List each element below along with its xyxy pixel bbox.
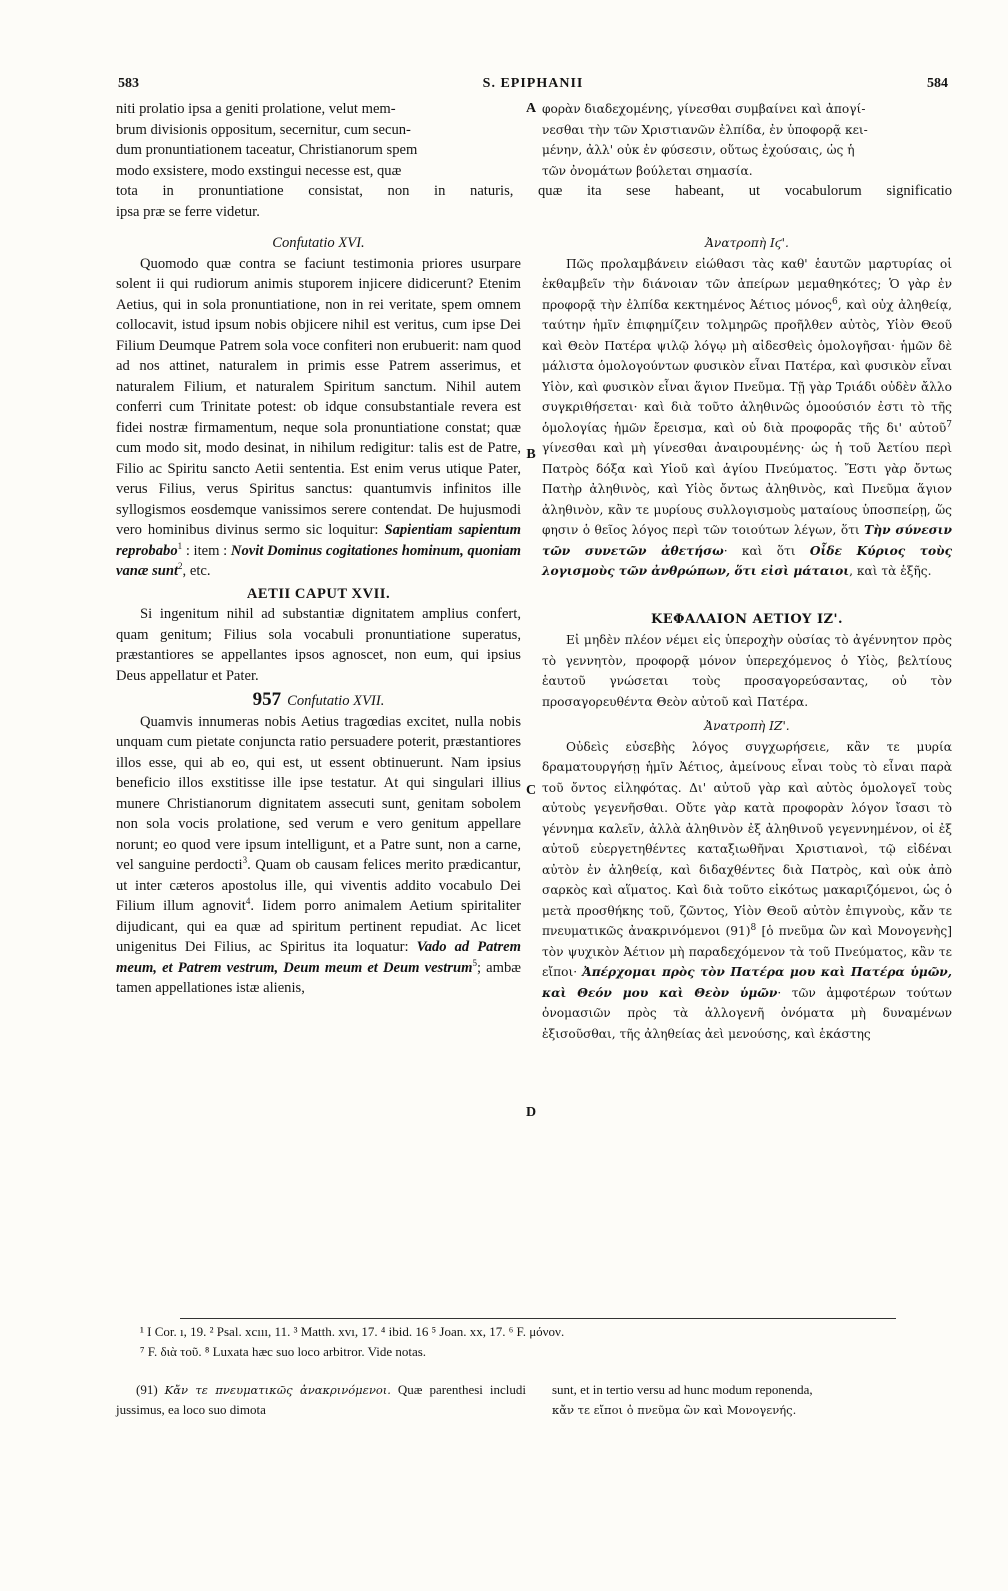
footnote-ref-1: 1 [177, 540, 183, 551]
greek-section-16-text [542, 254, 952, 582]
latin-section-17-text [116, 712, 521, 999]
greek-section-title-16: Ἀνατροπὴ Ιϛ'. [705, 236, 789, 250]
greek-16-text-1: Πῶς προλαμβάνειν εἰώθασι τὰς καθ' ἑαυτῶν μαρτυρίας οἱ ἐκθαμβεῖν τὴν διάνοιαν τῶν ἀπείρων μεμαθηκότες; Ὁ γὰρ ἐν προφορᾷ τὴν ἐλπίδα κεκτημένος Ἀέτιος μόνος [542, 256, 952, 312]
margin-marker-c: C [525, 783, 537, 798]
margin-marker-d: D [525, 1105, 537, 1120]
running-header [118, 76, 948, 98]
footnote-ref-6: 6 [831, 296, 838, 307]
latin-intro-line: brum divisionis oppositum, secernitur, cum secun- [116, 121, 411, 138]
latin-16-text-3: , etc. [182, 563, 211, 579]
latin-chapter-17-text: Si ingenitum nihil ad substantiæ dignitatem amplius confert, quam genitum; Filius sola vocabuli pronuntiatione superatus, præstantiores se appellantes ipsos agnoscet, non eum, qui ipsius Deus appellatur et Pater. [116, 606, 521, 684]
greek-16-text-4: · καὶ ὅτι [723, 543, 796, 558]
greek-16-text-5: , καὶ τὰ ἑξῆς. [849, 564, 932, 578]
footnote-ref-4: 4 [245, 896, 251, 907]
footnotes [140, 1322, 952, 1362]
footnotes-line-1: ¹ I Cor. ı, 19. ² Psal. xcııı, 11. ³ Matth. xvı, 17. ⁴ ibid. 16 ⁵ Joan. xx, 17. ⁶ F. μόνον. [140, 1324, 565, 1339]
footnote-rule [180, 1318, 896, 1319]
latin-17-text-2: . Quam ob causam felices merito prædicantur, ut inter cæteros apostolus ille, qui viventis addito vocabulo Dei Filium illum agnovit [116, 857, 521, 914]
latin-16-text-1: Quomodo quæ contra se faciunt testimonia priores usurpare solent ii qui rudiorum animis stuporem injicere didicerunt? Etenim Aetius, qui in sola pronuntiatione, non in rei veritate, spem omnem collocavit, istud ipsum nobis objicere nihil est veritus, cum ipse Dei Filium Deumque Patrem sola voce confiteri non erubuerit: nam quod ad nos attinet, naturalem in primis esse Patrem asserimus, et naturalem Filium, et naturalem Spiritum sanctum. Nihil autem conferri cum Trinitate potest: ob idque consubstantiale revera est fidei nostræ firmamentum, neque sola pronuntiatione constat; quæ cum modo sit, modo desinat, in nihilum redigitur: talis est de Patre, Filio ac Spiritu sancto Aetii sententia. Est enim verus utique Pater, verus Filius, verus Spiritus sanctus: quantumvis infinitos ille syllogismos eosdemque vanissimos serere contendat. De hujusmodi vero hominibus divinus sermo sic loquitur: [116, 255, 521, 538]
intro-full-line: tota in pronuntiatione consistat, non in naturis, quæ ita sese habeant, ut vocabulorum significatio [116, 183, 952, 199]
greek-intro [542, 99, 952, 181]
greek-intro-line: τῶν ὀνομάτων βούλεται σημασία. [542, 163, 753, 178]
greek-16-quote-1: Τὴν σύνεσιν τῶν συνετῶν ἀθετήσω [542, 523, 952, 558]
latin-17-text-3: . Iidem porro animalem Aetium spiritaliter dijudicant, qui ea quæ ad spiritum pertinent repudiat. Ac licet unigenitus Dei Filius, ac Spiritus ita loquatur: [116, 898, 522, 955]
latin-section-17-title-text: Confutatio XVII. [287, 693, 385, 709]
endnote-left-text [116, 1380, 526, 1420]
footnote-ref-8: 8 [750, 922, 757, 933]
latin-intro [116, 99, 521, 181]
greek-chapter-title-17: ΚΕΦΑΛΑΙΟΝ ΑΕΤΙΟΥ ΙΖ'. [650, 611, 844, 627]
greek-17-quote-1: Ἀπέρχομαι πρὸς τὸν Πατέρα μου καὶ Πατέρα ὑμῶν, καὶ Θεόν μου καὶ Θεὸν ὑμῶν [542, 965, 953, 1000]
running-title: S. EPIPHANII [482, 76, 584, 91]
intro-last-line: ipsa præ se ferre videtur. [116, 203, 260, 220]
margin-marker-a: A [525, 101, 537, 116]
latin-17-text-4: ; ambæ tamen appellationes istæ alienis, [116, 959, 521, 996]
endnote-latin-text: Quæ parenthesi includi jussimus, ea loco suo dimota [116, 1382, 526, 1417]
greek-16-text-3: γίνεσθαι καὶ μὴ γίνεσθαι ἀναιρουμένης· ὡς ἡ τοῦ Ἀετίου περὶ Πατρὸς δόξα καὶ Υἱοῦ καὶ ἁγίου Πνεύματος. Ἔστι γὰρ ὄντως Πατὴρ ἀληθινὸς, καὶ Υἱὸς ὄντως ἀληθινὸς, καὶ Πνεῦμα ἅγιον ἀληθινὸν, κἂν τε μυρίους συλλογισμοὺς ματαίους ὑποσπείρῃ, ὥς φησιν ὁ θεῖος λόγος περὶ τῶν τοιούτων λέγων, ὅτι [542, 441, 952, 537]
greek-16-quote-2: Οἶδε Κύριος τοὺς λογισμοὺς τῶν ἀνθρώπων, ὅτι εἰσὶ μάταιοι [542, 543, 953, 578]
margin-marker-b: B [526, 447, 536, 462]
greek-section-title-17: Ἀνατροπὴ ΙΖ'. [704, 719, 790, 733]
footnote-ref-2: 2 [178, 561, 183, 572]
latin-section-16-text [116, 254, 521, 582]
endnote-right [552, 1380, 952, 1420]
latin-intro-line: dum pronuntiationem taceatur, Christianorum spem [116, 142, 418, 158]
greek-intro-line: νεσθαι τὴν τῶν Χριστιανῶν ἐλπίδα, ἐν ὑποφορᾷ κει- [542, 122, 868, 137]
greek-section-17-text [542, 737, 952, 1045]
intro-full-width [116, 181, 952, 222]
latin-17-quote: Vado ad Patrem meum, et Patrem vestrum, Deum meum et Deum vestrum [116, 939, 521, 976]
footnote-ref-3: 3 [242, 855, 248, 866]
latin-intro-line: niti prolatio ipsa a geniti prolatione, velut mem- [116, 101, 396, 117]
endnote-right-text: sunt, et in tertio versu ad hunc modum reponenda, [552, 1382, 813, 1397]
endnote-left [116, 1380, 526, 1420]
latin-17-text-1: Quamvis innumeras nobis Aetius tragœdias excitet, nulla nobis unquam cum pietate conjuncta ratio persuadere poterit, præstantiores illos esse, qui ab eo, qui est, ut essent obtinuerunt. Nam ipsius beneficio illos exstitisse ille ipse testatur. At qui singulari illius munere Christianorum dignitatem assecuti sunt, genitam sobolem non sola vocis prolatione, sed verum e vero genitum appellare norunt; eo quod vere ipsum intelligunt, et a Patre sunt, non a carne, vel sanguine perdocti [116, 713, 521, 873]
greek-17-text-2: [ὁ πνεῦμα ὢν καὶ Μονογενὴς] τὸν ψυχικὸν Ἀέτιον μὴ παραδεχόμενον τὰ τοῦ Πνεύματος, κἂν τε εἴποι· [542, 924, 953, 979]
endnote-right-greek: κἄν τε εἴποι ὁ πνεῦμα ὢν καὶ Μονογενής. [552, 1403, 797, 1417]
greek-chapter-17-text: Εἰ μηδὲν πλέον νέμει εἰς ὑπεροχὴν οὐσίας τὸ ἀγέννητον πρὸς τὸ γεννητὸν, προφορᾷ μόνον ὑπερεχόμενος ὁ Υἱὸς, βελτίους ἑαυτοῦ γνώσεται τοὺς προσαγορεύσαντας, οὐ τὸν προσαγορευθέντα Θεὸν αὐτοῦ καὶ Πατέρα. [542, 633, 952, 709]
latin-16-quote-1: Sapientiam sapientum reprobabo [116, 522, 521, 559]
greek-17-text-3: · τῶν ἀμφοτέρων τούτων ὀνομασιῶν πρὸς τὰ ἀλλογενῆ ὀνόματα μὴ δυναμένων ἐξισοῦσθαι, τῆς ἀληθείας ἀεὶ μενούσης, καὶ ἑκάστης [542, 985, 952, 1041]
latin-intro-line: modo exsistere, modo exstingui necesse est, quæ [116, 162, 402, 179]
greek-intro-line: μένην, ἀλλ' οὐκ ἐν φύσεσιν, οὕτως ἐχούσαις, ὡς ἡ [542, 143, 855, 157]
latin-section-title-17 [116, 690, 521, 712]
left-page-number: 583 [118, 76, 139, 91]
footnote-ref-7: 7 [946, 419, 952, 430]
footnote-ref-5: 5 [472, 957, 477, 968]
column-number: 957 [252, 689, 282, 710]
greek-16-text-2: , καὶ οὐχ ἀληθείᾳ, ταύτην ἡμῖν ἐπιφημίζειν τολμηρῶς προῆλθεν αὐτὸς, Υἱὸν Θεοῦ καὶ Θεὸν Πατέρα ψιλῷ λόγῳ μὴ αἰδεσθεὶς ὁμολογῆσαι· ἡμῶν δὲ μάλιστα ὁμολογούντων φυσικὸν εἶναι Πατέρα, καὶ φυσικὸν εἶναι Υἱὸν, καὶ φυσικὸν εἶναι ἅγιον Πνεῦμα. Τῇ γὰρ Τριάδι οὐδὲν ἄλλο συγκριθήσεται· καὶ διὰ τοῦτο ἀληθινῶς ὁμοούσιόν ἐστι τὸ τῆς ὁμολογίας ἡμῶν ἔρεισμα, καὶ οὐ διὰ προφορᾶς τῆς δι' αὐτοῦ [542, 297, 952, 435]
endnote-greek-lemma: Κἄν τε πνευματικῶς ἀνακρινόμενοι. [164, 1383, 391, 1397]
latin-section-title-16: Confutatio XVI. [272, 235, 365, 251]
right-page-number: 584 [927, 76, 948, 91]
greek-intro-line: φορὰν διαδεχομένης, γίνεσθαι συμβαίνει καὶ ἀπογί- [542, 102, 866, 116]
latin-16-text-2: : item : [185, 542, 228, 559]
greek-column [542, 233, 952, 1044]
greek-17-text-1: Οὐδεὶς εὐσεβὴς λόγος συγχωρήσειε, κἂν τε μυρία δραματουργήσῃ ἡμῖν Ἀέτιος, ἀμείνους εἶναι τοὺς τὸ εἶναι παρὰ τοῦ ὄντος εἰληφότας. Δι' αὐτοῦ γὰρ καὶ αὐτὸς ὁμολογεῖ τοὺς αὐτοὺς γεγενῆσθαι. Οὔτε γὰρ κατὰ προφορὰν λόγον ἴσασι τὸ γέννημα καλεῖν, ἀλλὰ ἀληθινὸν ἐξ ἀληθινοῦ γεγεννημένον, οἱ ἐξ αὐτοῦ εὐεργετηθέντες καταξιωθῆναι Χριστιανοὶ, τῷ εἰδέναι αὐτὸν ἐν ἀληθείᾳ, καὶ διδαχθέντες διὰ Πατρὸς, καὶ οὐκ ἀπὸ σαρκὸς καὶ αἵματος. Καὶ διὰ τοῦτο εἰκότως μακαριζόμενοι, ὡς ὁ μετὰ προσθήκης τοῦ, ζῶντος, Υἱὸν Θεοῦ αὐτὸν ἐπιγνοὺς, κἄν τε πνευματικῶς ἀνακρινόμενοι (91) [542, 739, 952, 938]
footnotes-line-2: ⁷ F. διὰ τοῦ. ⁸ Luxata hæc suo loco arbitror. Vide notas. [140, 1344, 427, 1359]
endnote-number: (91) [136, 1382, 158, 1397]
latin-column [116, 233, 521, 999]
latin-16-quote-2: Novit Dominus cogitationes hominum, quoniam vanæ sunt [116, 542, 521, 579]
latin-chapter-title-17: AETII CAPUT XVII. [246, 585, 391, 602]
